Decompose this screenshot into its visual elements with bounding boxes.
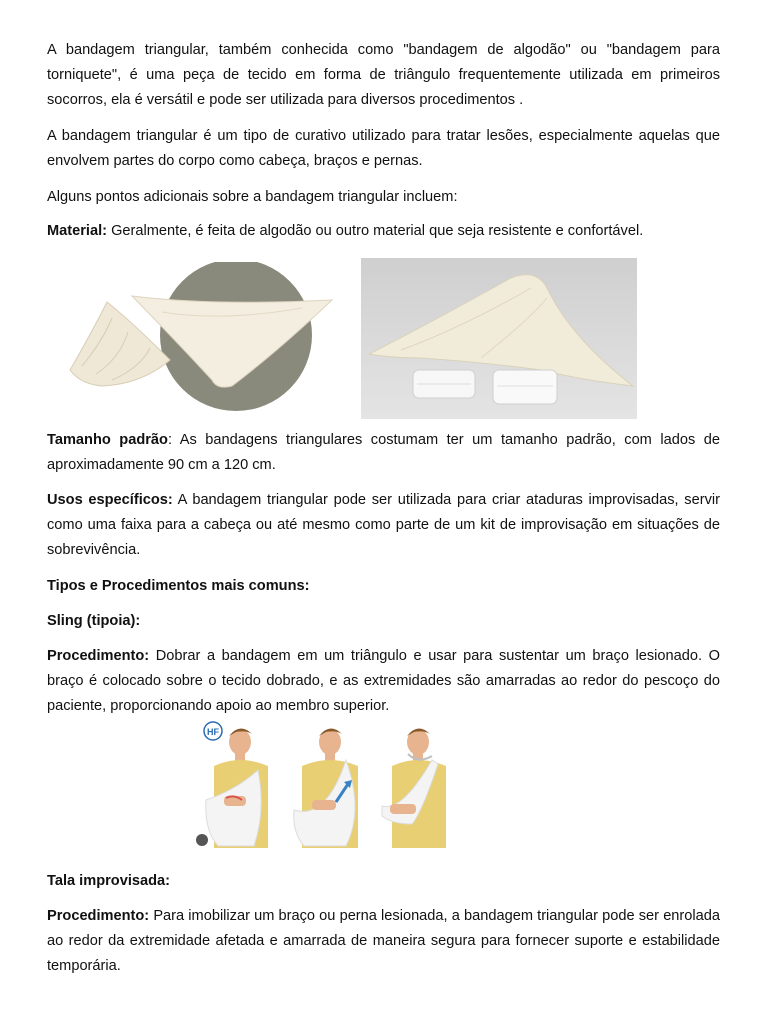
hf-logo-text: HF (207, 727, 219, 737)
sling-heading (47, 609, 720, 634)
procedimento-1-label: Procedimento: (47, 648, 150, 664)
tamanho-paragraph (47, 428, 720, 478)
material-text: Geralmente, é feita de algodão ou outro material que seja resistente e confortável. (107, 223, 644, 239)
bandage-product-photo (361, 258, 637, 419)
triangular-bandage-illustration (62, 262, 340, 420)
procedimento-2-label: Procedimento: (47, 908, 150, 924)
sling-heading-text: Sling (tipoia): (47, 613, 141, 629)
procedimento-2-text: Para imobilizar um braço ou perna lesionada, a bandagem triangular pode ser enrolada ao redor da extremidade afetada e amarrada de maneira segura para fornecer suporte e estabilidade temporária. (47, 908, 720, 974)
tipos-heading-text: Tipos e Procedimentos mais comuns: (47, 578, 310, 594)
hf-logo-icon (204, 722, 222, 740)
intro-paragraph-2: A bandagem triangular é um tipo de curativo utilizado para tratar lesões, especialmente aquelas que envolvem partes do corpo como cabeça, braços e pernas. (47, 128, 720, 169)
intro-paragraph-1: A bandagem triangular, também conhecida como "bandagem de algodão" ou "bandagem para torniquete", é uma peça de tecido em forma de triângulo frequentemente utilizada em primeiros socorros, ela é versátil e pode ser utilizada para diversos procedimentos . (47, 42, 720, 108)
material-paragraph (47, 219, 720, 244)
material-label: Material: (47, 223, 108, 239)
sling-procedure-illustration (196, 720, 454, 854)
tamanho-label: Tamanho padrão (47, 432, 168, 448)
tamanho-text: : As bandagens triangulares costumam ter um tamanho padrão, com lados de aproximadamente 90 cm a 120 cm. (47, 432, 720, 473)
usos-label: Usos específicos: (47, 492, 173, 508)
usos-text: A bandagem triangular pode ser utilizada para criar ataduras improvisadas, servir como uma faixa para a cabeça ou até mesmo como parte de um kit de improvisação em situações de sobrevivência. (47, 492, 720, 558)
intro-paragraph-3: Alguns pontos adicionais sobre a bandagem triangular incluem: (47, 189, 458, 205)
procedimento-2-paragraph (47, 904, 720, 979)
tala-heading (47, 869, 720, 894)
procedimento-1-paragraph (47, 644, 720, 719)
tipos-heading (47, 574, 720, 599)
usos-paragraph (47, 488, 720, 563)
tala-heading-text: Tala improvisada: (47, 873, 171, 889)
procedimento-1-text: Dobrar a bandagem em um triângulo e usar para sustentar um braço lesionado. O braço é colocado sobre o tecido dobrado, e as extremidades são amarradas ao redor do pescoço do paciente, proporcionando apoio ao membro superior. (47, 648, 720, 714)
